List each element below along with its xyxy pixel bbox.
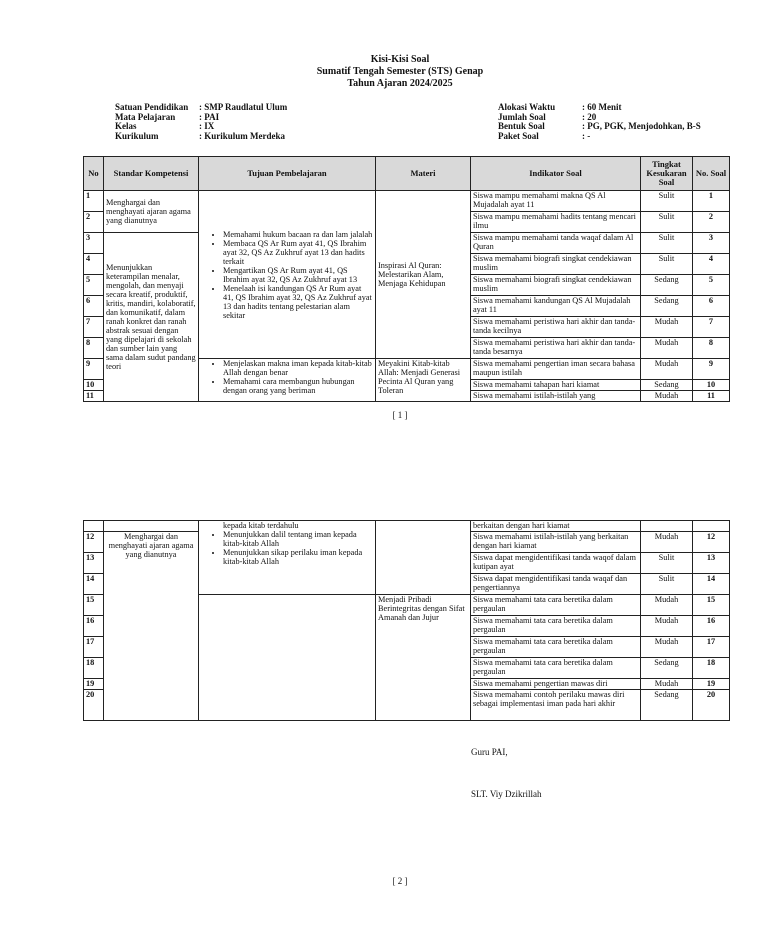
materi-cell: Inspirasi Al Quran: Melestarikan Alam, Menjaga Kehidupan [376, 191, 471, 359]
materi-cell: Meyakini Kitab-kitab Allah: Menjadi Generasi Pecinta Al Quran yang Toleran [376, 359, 471, 402]
table-row: 3 Menunjukkan keterampilan menalar, mengolah, dan menyaji secara kreatif, produktif, kritis, mandiri, kolaboratif, dan komunikatif, dalam ranah konkret dan ranah abstrak sesuai dengan yang dipelajari di sekolah dan sumber lain yang sama dalam sudut pandang teori Siswa mampu memahami tanda waqaf dalam Al Quran Sulit 3 [84, 233, 730, 254]
table-row: kepada kitab terdahulu • Menunjukkan dalil tentang iman kepada kitab-kitab Allah • Menunjukkan sikap perilaku iman kepada kitab-kitab Allah berkaitan dengan hari kiamat [84, 521, 730, 532]
table-row: 17 Siswa memahami tata cara beretika dalam pergaulan Mudah 17 [84, 637, 730, 658]
header-level: Tingkat Kesukaran Soal [641, 157, 693, 191]
table-row: 19 Siswa memahami pengertian mawas diri Mudah 19 [84, 679, 730, 690]
doc-title: Kisi-Kisi Soal [370, 54, 430, 65]
sk-cell: Menghargai dan menghayati ajaran agama yang dianutnya [104, 532, 199, 721]
table-row: 7 Siswa memahami peristiwa hari akhir dan tanda-tanda kecilnya Mudah 7 [84, 317, 730, 338]
meta-right: Alokasi Waktu : 60 Menit Jumlah Soal : 20 Bentuk Soal : PG, PGK, Menjodohkan, B-S Paket Soal : - [498, 102, 701, 141]
table-row: 6 Siswa memahami kandungan QS Al Mujadalah ayat 11 Sedang 6 [84, 296, 730, 317]
table-row: 12 Menghargai dan menghayati ajaran agama yang dianutnya Siswa memahami istilah-istilah yang berkaitan dengan hari kiamat Mudah 12 [84, 532, 730, 553]
meta-left: Satuan Pendidikan : SMP Raudlatul Ulum Mata Pelajaran : PAI Kelas : IX Kurikulum : Kurikulum Merdeka [115, 102, 288, 141]
table-row: 13 Siswa dapat mengidentifikasi tanda waqof dalam kutipan ayat Sulit 13 [84, 553, 730, 574]
tp-cell: kepada kitab terdahulu • Menunjukkan dalil tentang iman kepada kitab-kitab Allah • Menunjukkan sikap perilaku iman kepada kitab-kitab Allah [199, 521, 376, 595]
signature-role: Guru PAI, [471, 747, 508, 757]
header-soal: No. Soal [693, 157, 730, 191]
kisi-table-page-2 [83, 520, 730, 721]
header-materi: Materi [376, 157, 471, 191]
tp-cell: • Memahami hukum bacaan ra dan lam jalalah • Membaca QS Ar Rum ayat 41, QS Ibrahim ayat 32, QS Az Zukhruf ayat 13 dan hadits terkait • Mengartikan QS Ar Rum ayat 41, QS Ibrahim ayat 32, QS Az Zukhruf ayat 13 • Menelaah isi kandungan QS Ar Rum ayat 41, QS Ibrahim ayat 32, QS Az Zukhruf ayat 13 dan hadits tentang pelestarian alam sekitar [199, 191, 376, 359]
table-row: 9 • Menjelaskan makna iman kepada kitab-kitab Allah dengan benar • Memahami cara membangun hubungan dengan orang yang beriman Meyakini Kitab-kitab Allah: Menjadi Generasi Pecinta Al Quran yang Toleran Siswa memahami pengertian iman secara bahasa maupun istilah Mudah 9 [84, 359, 730, 380]
table-row: 16 Siswa memahami tata cara beretika dalam pergaulan Mudah 16 [84, 616, 730, 637]
page-number-2: [ 2 ] [392, 876, 408, 886]
header-sk: Standar Kompetensi [104, 157, 199, 191]
table-row: 15 Menjadi Pribadi Berintegritas dengan Sifat Amanah dan Jujur Siswa memahami tata cara beretika dalam pergaulan Mudah 15 [84, 595, 730, 616]
table-row: 20 Siswa memahami contoh perilaku mawas diri sebagai implementasi iman pada hari akhir Sedang 20 [84, 690, 730, 721]
table-row: 5 Siswa memahami biografi singkat cendekiawan muslim Sedang 5 [84, 275, 730, 296]
header-indikator: Indikator Soal [471, 157, 641, 191]
table-row: 18 Siswa memahami tata cara beretika dalam pergaulan Sedang 18 [84, 658, 730, 679]
header-tp: Tujuan Pembelajaran [199, 157, 376, 191]
signature-name: SLT. Viy Dzikrillah [471, 789, 542, 799]
doc-subtitle: Sumatif Tengah Semester (STS) Genap [316, 66, 484, 77]
table-row: 14 Siswa dapat mengidentifikasi tanda waqaf dan pengertiannya Sulit 14 [84, 574, 730, 595]
table-row: 4 Siswa memahami biografi singkat cendekiawan muslim Sulit 4 [84, 254, 730, 275]
table-row: 2 Siswa mampu memahami hadits tentang mencari ilmu Sulit 2 [84, 212, 730, 233]
sk-cell: Menunjukkan keterampilan menalar, mengolah, dan menyaji secara kreatif, produktif, kritis, mandiri, kolaboratif, dan komunikatif, dalam ranah konkret dan ranah abstrak sesuai dengan yang dipelajari di sekolah dan sumber lain yang sama dalam sudut pandang teori [104, 233, 199, 402]
doc-year: Tahun Ajaran 2024/2025 [347, 78, 453, 89]
kisi-table-page-1 [83, 156, 730, 402]
table-row: 1 Menghargai dan menghayati ajaran agama yang dianutnya • Memahami hukum bacaan ra dan lam jalalah • Membaca QS Ar Rum ayat 41, QS Ibrahim ayat 32, QS Az Zukhruf ayat 13 dan hadits terkait • Mengartikan QS Ar Rum ayat 41, QS Ibrahim ayat 32, QS Az Zukhruf ayat 13 • Menelaah isi kandungan QS Ar Rum ayat 41, QS Ibrahim ayat 32, QS Az Zukhruf ayat 13 dan hadits tentang pelestarian alam sekitar Inspirasi Al Quran: Melestarikan Alam, Menjaga Kehidupan Siswa mampu memahami makna QS Al Mujadalah ayat 11 Sulit 1 [84, 191, 730, 212]
page-number-1: [ 1 ] [392, 410, 408, 420]
table-row: 8 Siswa memahami peristiwa hari akhir dan tanda-tanda besarnya Mudah 8 [84, 338, 730, 359]
tp-cell: • Menjelaskan makna iman kepada kitab-kitab Allah dengan benar • Memahami cara membangun hubungan dengan orang yang beriman [199, 359, 376, 402]
table-row: 10 Siswa memahami tahapan hari kiamat Sedang 10 [84, 380, 730, 391]
table-row: 11 Siswa memahami istilah-istilah yang Mudah 11 [84, 391, 730, 402]
materi-cell: Menjadi Pribadi Berintegritas dengan Sifat Amanah dan Jujur [376, 595, 471, 721]
sk-cell: Menghargai dan menghayati ajaran agama yang dianutnya [104, 191, 199, 233]
header-no: No [84, 157, 104, 191]
